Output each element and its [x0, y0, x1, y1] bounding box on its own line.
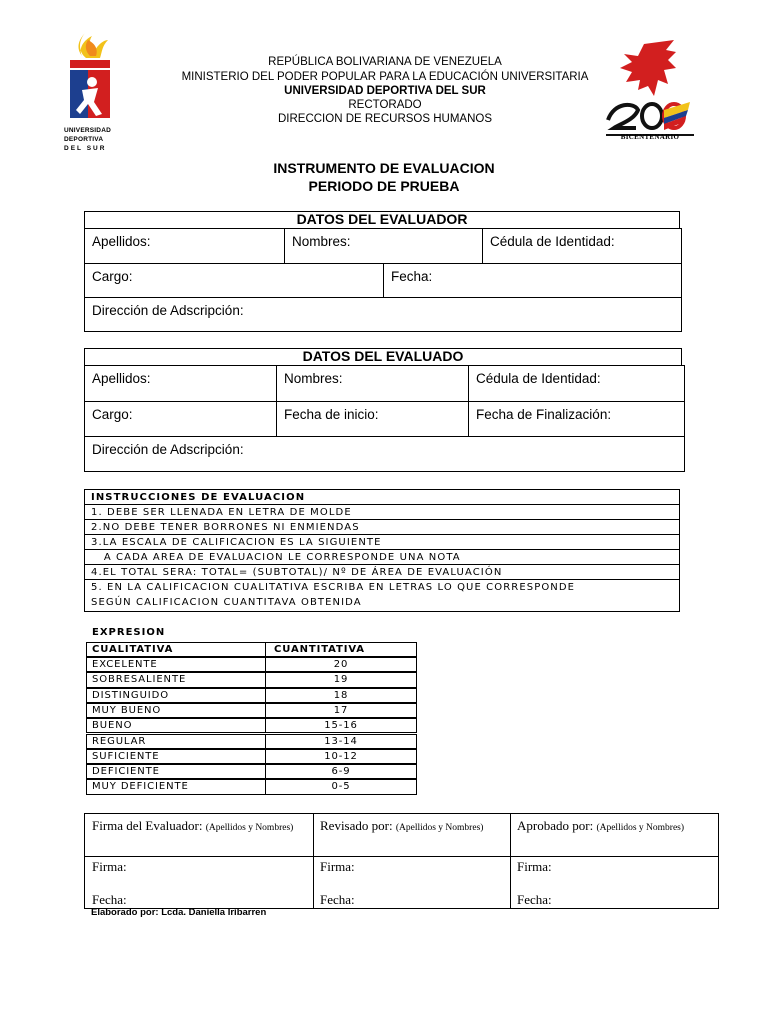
evaluador-direccion-field[interactable]: Dirección de Adscripción: [84, 297, 682, 332]
instrucciones-heading: INSTRUCCIONES DE EVALUACION [84, 489, 680, 505]
fecha-label: Fecha: [517, 892, 552, 907]
evaluado-heading: DATOS DEL EVALUADO [84, 348, 682, 366]
instruccion-item: 1. DEBE SER LLENADA EN LETRA DE MOLDE [84, 504, 680, 520]
revisado-header [313, 813, 511, 857]
instruccion-item: A CADA AREA DE EVALUACION LE CORRESPONDE UNA NOTA [84, 549, 680, 565]
evaluador-fecha-field[interactable]: Fecha: [383, 263, 682, 298]
bicentenario-text: BICENTENARIO [620, 133, 680, 141]
evaluador-nombres-field[interactable]: Nombres: [284, 228, 483, 264]
firma-label: Firma: [517, 859, 552, 874]
header-country: REPÚBLICA BOLIVARIANA DE VENEZUELA [268, 56, 502, 68]
evaluador-heading: DATOS DEL EVALUADOR [84, 211, 680, 229]
header-ministry: MINISTERIO DEL PODER POPULAR PARA LA EDUCACIÓN UNIVERSITARIA [181, 71, 589, 83]
firma-evaluador-header [84, 813, 314, 857]
revisado-box[interactable] [313, 856, 511, 909]
header-department: DIRECCION DE RECURSOS HUMANOS [277, 113, 493, 125]
escala-cuantitativa-cell: 20 [265, 657, 417, 672]
firma-evaluador-box[interactable] [84, 856, 314, 909]
instruccion-item: 2.NO DEBE TENER BORRONES NI ENMIENDAS [84, 519, 680, 535]
evaluador-cargo-field[interactable]: Cargo: [84, 263, 384, 298]
escala-cualitativa-cell: REGULAR [86, 734, 266, 749]
aprobado-note: (Apellidos y Nombres) [596, 823, 685, 833]
fecha-label: Fecha: [320, 892, 355, 907]
escala-cuantitativa-cell: 19 [265, 672, 417, 687]
escala-cuantitativa-cell: 6-9 [265, 764, 417, 779]
aprobado-box[interactable] [510, 856, 719, 909]
escala-cualitativa-cell: DEFICIENTE [86, 764, 266, 779]
evaluado-direccion-field[interactable]: Dirección de Adscripción: [84, 436, 685, 472]
instruccion-item [84, 579, 680, 612]
elaborado-por: Elaborado por: Lcda. Daniella Iribarren [91, 907, 267, 918]
universidad-logo [64, 30, 116, 158]
escala-cuantitativa-cell: 18 [265, 688, 417, 703]
instruccion-item: 3.LA ESCALA DE CALIFICACION ES LA SIGUIENTE [84, 534, 680, 550]
escala-cualitativa-cell: BUENO [86, 718, 266, 733]
escala-header-cuantitativa: CUANTITATIVA [265, 642, 417, 657]
revisado-title: Revisado por: [320, 818, 393, 833]
escala-cualitativa-cell: SUFICIENTE [86, 749, 266, 764]
document-subtitle: PERIODO DE PRUEBA [308, 178, 460, 194]
instruccion-line: 5. EN LA CALIFICACION CUALITATIVA ESCRIBA EN LETRAS LO QUE CORRESPONDE [91, 582, 576, 593]
escala-cualitativa-cell: SOBRESALIENTE [86, 672, 266, 687]
logo-text-line: UNIVERSIDAD [64, 127, 111, 134]
escala-header-cualitativa: CUALITATIVA [86, 642, 266, 657]
evaluado-nombres-field[interactable]: Nombres: [276, 365, 469, 402]
revisado-note: (Apellidos y Nombres) [395, 823, 484, 833]
evaluado-fecha-fin-field[interactable]: Fecha de Finalización: [468, 401, 685, 437]
escala-cuantitativa-cell: 0-5 [265, 779, 417, 794]
instruccion-item: 4.EL TOTAL SERA: TOTAL= (SUBTOTAL)/ Nº DE ÁREA DE EVALUACIÓN [84, 564, 680, 580]
firma-evaluador-note: (Apellidos y Nombres) [205, 823, 294, 833]
evaluado-fecha-inicio-field[interactable]: Fecha de inicio: [276, 401, 469, 437]
header-university: UNIVERSIDAD DEPORTIVA DEL SUR [284, 85, 486, 97]
evaluador-apellidos-field[interactable]: Apellidos: [84, 228, 285, 264]
evaluado-apellidos-field[interactable]: Apellidos: [84, 365, 277, 402]
document-title: INSTRUMENTO DE EVALUACION [273, 160, 495, 176]
firma-label: Firma: [320, 859, 355, 874]
evaluado-cargo-field[interactable]: Cargo: [84, 401, 277, 437]
logo-text-line: DEL SUR [64, 145, 107, 152]
escala-cuantitativa-cell: 13-14 [265, 734, 417, 749]
aprobado-title: Aprobado por: [517, 818, 594, 833]
escala-cuantitativa-cell: 17 [265, 703, 417, 718]
escala-cualitativa-cell: MUY DEFICIENTE [86, 779, 266, 794]
instruccion-line: SEGÚN CALIFICACION CUANTITAVA OBTENIDA [91, 597, 362, 608]
escala-cualitativa-cell: DISTINGUIDO [86, 688, 266, 703]
escala-cuantitativa-cell: 15-16 [265, 718, 417, 733]
firma-evaluador-title: Firma del Evaluador: [92, 818, 203, 833]
aprobado-header [510, 813, 719, 857]
escala-cuantitativa-cell: 10-12 [265, 749, 417, 764]
firma-label: Firma: [92, 859, 127, 874]
fecha-label: Fecha: [92, 892, 127, 907]
header-rectorado: RECTORADO [348, 99, 422, 111]
evaluado-cedula-field[interactable]: Cédula de Identidad: [468, 365, 685, 402]
evaluador-cedula-field[interactable]: Cédula de Identidad: [482, 228, 682, 264]
escala-cualitativa-cell: EXCELENTE [86, 657, 266, 672]
escala-cualitativa-cell: MUY BUENO [86, 703, 266, 718]
escala-caption: EXPRESION [92, 627, 166, 638]
logo-text-line: DEPORTIVA [64, 136, 104, 143]
